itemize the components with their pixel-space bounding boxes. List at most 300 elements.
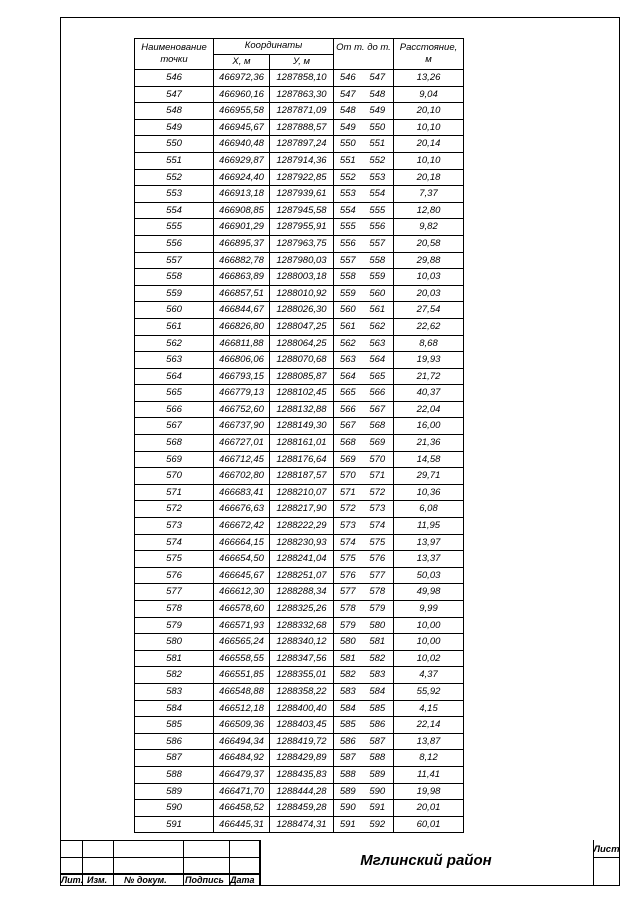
cell-x: 466683,41 [214,484,270,501]
cell-x: 466940,48 [214,136,270,153]
cell-y: 1288400,40 [270,700,334,717]
cell-distance: 22,04 [394,401,464,418]
cell-from: 556 [334,235,362,252]
cell-point: 561 [135,318,214,335]
cell-distance: 13,37 [394,551,464,568]
cell-distance: 9,99 [394,601,464,618]
table-row [135,816,464,833]
cell-distance: 29,88 [394,252,464,269]
table-row [135,152,464,169]
cell-point: 580 [135,634,214,651]
cell-distance: 10,02 [394,650,464,667]
table-row [135,733,464,750]
cell-point: 551 [135,152,214,169]
cell-point: 555 [135,219,214,236]
cell-from: 559 [334,285,362,302]
cell-to: 584 [362,683,394,700]
table-row [135,169,464,186]
cell-distance: 20,01 [394,800,464,817]
table-row [135,219,464,236]
table-row [135,70,464,87]
cell-from: 580 [334,634,362,651]
cell-y: 1288070,68 [270,352,334,369]
table-row [135,601,464,618]
cell-to: 577 [362,567,394,584]
cell-y: 1288010,92 [270,285,334,302]
cell-from: 569 [334,451,362,468]
stamp-col-izm: Изм. [87,875,108,885]
table-row [135,202,464,219]
stamp-col-sign: Подпись [185,875,224,885]
cell-x: 466509,36 [214,717,270,734]
table-row [135,534,464,551]
cell-to: 588 [362,750,394,767]
cell-point: 583 [135,683,214,700]
cell-x: 466676,63 [214,501,270,518]
cell-y: 1288403,45 [270,717,334,734]
cell-y: 1287980,03 [270,252,334,269]
cell-x: 466612,30 [214,584,270,601]
cell-y: 1288474,31 [270,816,334,833]
cell-point: 568 [135,435,214,452]
cell-to: 581 [362,634,394,651]
cell-to: 590 [362,783,394,800]
cell-point: 582 [135,667,214,684]
cell-point: 574 [135,534,214,551]
cell-to: 568 [362,418,394,435]
cell-to: 589 [362,766,394,783]
cell-x: 466494,34 [214,733,270,750]
cell-y: 1288288,34 [270,584,334,601]
cell-point: 573 [135,518,214,535]
cell-x: 466458,52 [214,800,270,817]
cell-from: 550 [334,136,362,153]
cell-to: 585 [362,700,394,717]
cell-distance: 49,98 [394,584,464,601]
cell-point: 560 [135,302,214,319]
cell-to: 561 [362,302,394,319]
header-coordinates: Координаты [214,39,334,55]
cell-y: 1288102,45 [270,385,334,402]
cell-distance: 11,41 [394,766,464,783]
cell-distance: 7,37 [394,186,464,203]
cell-point: 572 [135,501,214,518]
cell-y: 1288176,64 [270,451,334,468]
table-row [135,252,464,269]
cell-x: 466945,67 [214,119,270,136]
cell-to: 567 [362,401,394,418]
cell-distance: 50,03 [394,567,464,584]
cell-y: 1288340,12 [270,634,334,651]
header-distance: Расстояние, м [394,39,464,70]
cell-distance: 27,54 [394,302,464,319]
cell-from: 587 [334,750,362,767]
cell-from: 574 [334,534,362,551]
sheet-label: Лист [593,844,620,855]
cell-distance: 21,72 [394,368,464,385]
header-from-to: От т. до т. [334,39,394,70]
cell-from: 584 [334,700,362,717]
table-row [135,717,464,734]
table-row [135,518,464,535]
cell-distance: 40,37 [394,385,464,402]
cell-to: 563 [362,335,394,352]
table-row [135,235,464,252]
cell-x: 466844,67 [214,302,270,319]
table-row [135,335,464,352]
cell-x: 466779,13 [214,385,270,402]
cell-point: 579 [135,617,214,634]
table-row [135,484,464,501]
cell-to: 571 [362,468,394,485]
cell-point: 567 [135,418,214,435]
cell-to: 575 [362,534,394,551]
cell-point: 557 [135,252,214,269]
table-row [135,451,464,468]
stamp-col-lit: Лит. [61,875,84,885]
cell-to: 548 [362,86,394,103]
cell-from: 552 [334,169,362,186]
table-row [135,302,464,319]
cell-distance: 10,10 [394,119,464,136]
table-row [135,385,464,402]
cell-from: 586 [334,733,362,750]
cell-x: 466664,15 [214,534,270,551]
table-body [135,70,464,833]
cell-distance: 22,14 [394,717,464,734]
table-row [135,501,464,518]
cell-x: 466901,29 [214,219,270,236]
cell-to: 566 [362,385,394,402]
cell-x: 466913,18 [214,186,270,203]
cell-to: 574 [362,518,394,535]
cell-from: 553 [334,186,362,203]
cell-x: 466857,51 [214,285,270,302]
cell-x: 466551,85 [214,667,270,684]
cell-from: 578 [334,601,362,618]
cell-point: 550 [135,136,214,153]
table-row [135,634,464,651]
cell-point: 565 [135,385,214,402]
cell-point: 548 [135,103,214,120]
cell-distance: 14,58 [394,451,464,468]
cell-y: 1288085,87 [270,368,334,385]
cell-distance: 60,01 [394,816,464,833]
cell-point: 570 [135,468,214,485]
cell-distance: 10,10 [394,152,464,169]
cell-from: 554 [334,202,362,219]
cell-distance: 29,71 [394,468,464,485]
cell-point: 578 [135,601,214,618]
table-row [135,650,464,667]
cell-x: 466972,36 [214,70,270,87]
cell-to: 572 [362,484,394,501]
cell-distance: 20,14 [394,136,464,153]
table-row [135,418,464,435]
cell-from: 590 [334,800,362,817]
cell-distance: 20,10 [394,103,464,120]
cell-y: 1287858,10 [270,70,334,87]
cell-distance: 10,00 [394,634,464,651]
cell-point: 553 [135,186,214,203]
cell-y: 1287963,75 [270,235,334,252]
cell-point: 589 [135,783,214,800]
cell-point: 575 [135,551,214,568]
cell-x: 466895,37 [214,235,270,252]
table-row [135,136,464,153]
cell-distance: 20,03 [394,285,464,302]
cell-to: 578 [362,584,394,601]
cell-from: 561 [334,318,362,335]
cell-from: 589 [334,783,362,800]
cell-y: 1288161,01 [270,435,334,452]
cell-x: 466479,37 [214,766,270,783]
cell-x: 466882,78 [214,252,270,269]
cell-from: 582 [334,667,362,684]
cell-from: 551 [334,152,362,169]
cell-distance: 21,36 [394,435,464,452]
cell-distance: 4,15 [394,700,464,717]
cell-y: 1287939,61 [270,186,334,203]
table-row [135,103,464,120]
cell-to: 559 [362,269,394,286]
cell-from: 579 [334,617,362,634]
cell-distance: 13,97 [394,534,464,551]
cell-distance: 6,08 [394,501,464,518]
cell-to: 573 [362,501,394,518]
cell-to: 553 [362,169,394,186]
cell-from: 566 [334,401,362,418]
cell-point: 569 [135,451,214,468]
cell-distance: 4,37 [394,667,464,684]
cell-y: 1288241,04 [270,551,334,568]
cell-x: 466445,31 [214,816,270,833]
table-row [135,401,464,418]
cell-y: 1287888,57 [270,119,334,136]
cell-point: 577 [135,584,214,601]
cell-y: 1287922,85 [270,169,334,186]
cell-point: 581 [135,650,214,667]
cell-x: 466924,40 [214,169,270,186]
table-row [135,667,464,684]
cell-distance: 13,26 [394,70,464,87]
cell-point: 576 [135,567,214,584]
cell-y: 1288217,90 [270,501,334,518]
cell-point: 587 [135,750,214,767]
table-row [135,468,464,485]
cell-distance: 8,68 [394,335,464,352]
cell-x: 466558,55 [214,650,270,667]
cell-distance: 9,04 [394,86,464,103]
cell-to: 556 [362,219,394,236]
cell-distance: 20,58 [394,235,464,252]
cell-x: 466811,88 [214,335,270,352]
cell-from: 557 [334,252,362,269]
cell-x: 466578,60 [214,601,270,618]
cell-point: 554 [135,202,214,219]
table-row [135,119,464,136]
cell-to: 569 [362,435,394,452]
cell-y: 1288444,28 [270,783,334,800]
cell-from: 576 [334,567,362,584]
cell-from: 588 [334,766,362,783]
cell-distance: 22,62 [394,318,464,335]
cell-point: 588 [135,766,214,783]
table-row [135,318,464,335]
cell-from: 564 [334,368,362,385]
cell-to: 570 [362,451,394,468]
cell-to: 560 [362,285,394,302]
cell-point: 591 [135,816,214,833]
cell-x: 466645,67 [214,567,270,584]
cell-point: 590 [135,800,214,817]
cell-x: 466548,88 [214,683,270,700]
table-row [135,750,464,767]
cell-from: 585 [334,717,362,734]
cell-y: 1288419,72 [270,733,334,750]
cell-to: 564 [362,352,394,369]
cell-distance: 13,87 [394,733,464,750]
cell-distance: 10,00 [394,617,464,634]
cell-x: 466727,01 [214,435,270,452]
cell-to: 550 [362,119,394,136]
cell-y: 1288026,30 [270,302,334,319]
cell-from: 567 [334,418,362,435]
district-title: Мглинский район [360,852,492,869]
cell-distance: 19,93 [394,352,464,369]
cell-from: 583 [334,683,362,700]
cell-from: 563 [334,352,362,369]
cell-y: 1287863,30 [270,86,334,103]
cell-from: 548 [334,103,362,120]
cell-point: 559 [135,285,214,302]
cell-x: 466960,16 [214,86,270,103]
cell-from: 581 [334,650,362,667]
cell-y: 1288347,56 [270,650,334,667]
cell-y: 1288132,88 [270,401,334,418]
table-row [135,700,464,717]
cell-distance: 10,03 [394,269,464,286]
table-row [135,683,464,700]
cell-y: 1288187,57 [270,468,334,485]
cell-to: 592 [362,816,394,833]
cell-from: 555 [334,219,362,236]
cell-point: 562 [135,335,214,352]
cell-from: 560 [334,302,362,319]
cell-y: 1287897,24 [270,136,334,153]
cell-x: 466471,70 [214,783,270,800]
table-row [135,86,464,103]
cell-from: 558 [334,269,362,286]
cell-y: 1287945,58 [270,202,334,219]
table-row [135,584,464,601]
cell-x: 466863,89 [214,269,270,286]
cell-point: 564 [135,368,214,385]
cell-to: 580 [362,617,394,634]
cell-to: 562 [362,318,394,335]
cell-distance: 10,36 [394,484,464,501]
cell-from: 571 [334,484,362,501]
cell-to: 579 [362,601,394,618]
cell-to: 583 [362,667,394,684]
cell-to: 565 [362,368,394,385]
cell-from: 577 [334,584,362,601]
cell-to: 554 [362,186,394,203]
cell-y: 1288332,68 [270,617,334,634]
cell-distance: 9,82 [394,219,464,236]
cell-y: 1288047,25 [270,318,334,335]
cell-point: 546 [135,70,214,87]
cell-x: 466712,45 [214,451,270,468]
table-row [135,617,464,634]
cell-point: 552 [135,169,214,186]
cell-from: 568 [334,435,362,452]
cell-point: 547 [135,86,214,103]
cell-point: 586 [135,733,214,750]
table-row [135,551,464,568]
table-row [135,186,464,203]
cell-distance: 12,80 [394,202,464,219]
cell-x: 466826,80 [214,318,270,335]
cell-to: 591 [362,800,394,817]
cell-from: 565 [334,385,362,402]
cell-from: 572 [334,501,362,518]
coordinates-table [134,38,464,833]
cell-x: 466565,24 [214,634,270,651]
cell-y: 1288210,07 [270,484,334,501]
cell-from: 547 [334,86,362,103]
cell-x: 466908,85 [214,202,270,219]
header-y: У, м [270,54,334,70]
table-row [135,285,464,302]
cell-from: 591 [334,816,362,833]
stamp-col-date: Дата [230,875,255,885]
cell-y: 1288003,18 [270,269,334,286]
cell-y: 1288222,29 [270,518,334,535]
cell-point: 571 [135,484,214,501]
cell-y: 1288435,83 [270,766,334,783]
cell-y: 1288358,22 [270,683,334,700]
cell-distance: 16,00 [394,418,464,435]
cell-y: 1288064,25 [270,335,334,352]
cell-from: 549 [334,119,362,136]
cell-from: 573 [334,518,362,535]
cell-to: 582 [362,650,394,667]
cell-y: 1288230,93 [270,534,334,551]
cell-x: 466571,93 [214,617,270,634]
table-row [135,783,464,800]
cell-x: 466737,90 [214,418,270,435]
cell-x: 466955,58 [214,103,270,120]
cell-point: 585 [135,717,214,734]
table-row [135,269,464,286]
table-row [135,435,464,452]
cell-point: 566 [135,401,214,418]
cell-y: 1288459,28 [270,800,334,817]
cell-y: 1287914,36 [270,152,334,169]
cell-y: 1288251,07 [270,567,334,584]
cell-x: 466702,80 [214,468,270,485]
cell-to: 576 [362,551,394,568]
cell-y: 1288355,01 [270,667,334,684]
cell-y: 1288149,30 [270,418,334,435]
cell-from: 570 [334,468,362,485]
header-point-name: Наименование точки [135,39,214,70]
table-row [135,766,464,783]
cell-x: 466793,15 [214,368,270,385]
cell-from: 562 [334,335,362,352]
cell-y: 1288429,89 [270,750,334,767]
